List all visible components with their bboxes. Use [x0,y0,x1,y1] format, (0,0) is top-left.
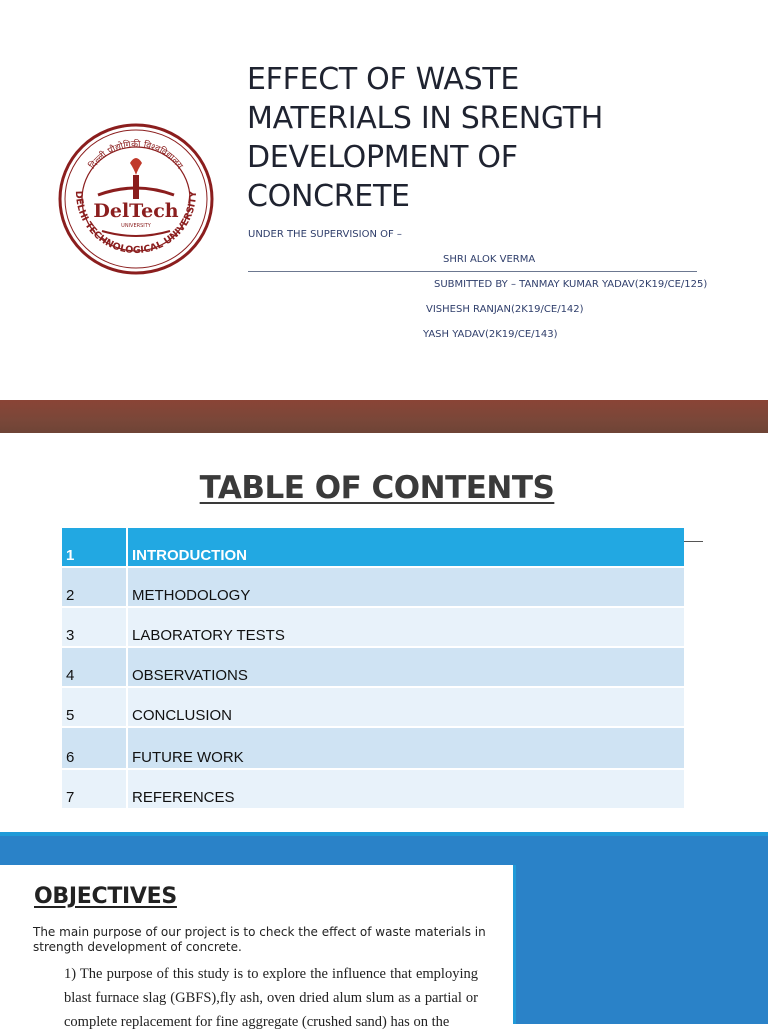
dtu-logo [58,123,214,275]
submitted-by: SUBMITTED BY – TANMAY KUMAR YADAV(2K19/CE/125) [434,279,708,290]
logo-sub-text: UNIVERSITY [121,223,151,229]
toc-label: LABORATORY TESTS [132,627,285,644]
divider [248,271,697,272]
toc-title: TABLE OF CONTENTS [199,470,555,506]
toc-label: CONCLUSION [132,707,233,724]
objectives-title: OBJECTIVES [34,884,177,909]
table-row [62,528,684,568]
table-row [62,770,684,808]
objectives-point: 1) The purpose of this study is to explore the influence that employing blast furnace slag (GBFS),fly ash, oven dried alum slum as a partial or complete replacement for fine aggregate (crushed sand) has on the [64,966,478,1030]
toc-label: FUTURE WORK [132,749,244,766]
decorative-panel [513,865,768,1024]
table-row [62,688,684,728]
table-row [62,568,684,608]
toc-number: 3 [62,608,128,646]
table-row [62,608,684,648]
toc-number: 7 [62,770,128,808]
toc-label: OBSERVATIONS [132,667,248,684]
objectives-intro: The main purpose of our project is to check the effect of waste materials in strength development of concrete. [33,925,486,954]
divider [684,541,703,542]
toc-label: INTRODUCTION [132,547,247,564]
supervisor-name: SHRI ALOK VERMA [443,254,536,265]
table-row [62,648,684,688]
member-name: VISHESH RANJAN(2K19/CE/142) [426,304,584,315]
logo-ring-text: DELHI TECHNOLOGICAL UNIVERSITY [72,190,200,257]
logo-brand-text: DelTech [93,200,179,222]
logo-hindi-text: दिल्ली प्रौद्योगिकी विश्वविद्यालय [87,139,185,172]
toc-number: 1 [62,528,128,566]
slide-divider-band [0,400,768,433]
supervision-label: UNDER THE SUPERVISION OF – [248,229,402,240]
toc-label: REFERENCES [132,789,235,806]
slide-divider-band [0,832,768,865]
toc-label: METHODOLOGY [132,587,251,604]
toc-table [62,528,684,808]
table-row [62,728,684,770]
title-slide [0,0,768,400]
toc-number: 4 [62,648,128,686]
toc-number: 5 [62,688,128,726]
member-name: YASH YADAV(2K19/CE/143) [423,329,558,340]
presentation-title: EFFECT OF WASTE MATERIALS IN SRENGTH DEVELOPMENT OF CONCRETE [247,62,604,214]
toc-number: 2 [62,568,128,606]
toc-number: 6 [62,728,128,768]
